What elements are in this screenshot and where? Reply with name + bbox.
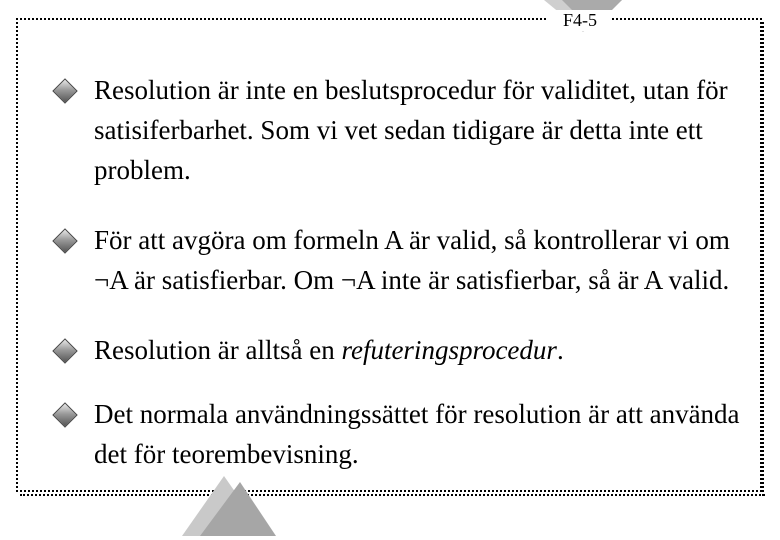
bullet-text: Resolution är inte en beslutsprocedur för validitet, utan för satisiferbarhet. Som vi vet sedan tidigare är detta inte ett problem. xyxy=(94,75,728,185)
bullet-text-end: . xyxy=(556,335,564,365)
bullet-item xyxy=(56,330,746,370)
diamond-bullet-icon xyxy=(52,402,77,427)
diamond-bullet-icon xyxy=(52,228,77,253)
bullet-item xyxy=(56,220,746,300)
bullet-text: För att avgöra om formeln A är valid, så kontrollerar vi om ¬A är satisfierbar. Om ¬A inte är satisfierbar, så är A valid. xyxy=(94,225,730,295)
bullet-text: Det normala användningssättet för resolution är att använda det för teorembevisning. xyxy=(94,399,740,469)
bullet-text-italic: refuteringsprocedur xyxy=(341,335,557,365)
frame-shadow-right xyxy=(762,22,765,496)
bullet-list xyxy=(56,70,746,504)
bullet-text: Resolution är alltså en xyxy=(94,335,342,365)
bullet-item xyxy=(56,70,746,190)
diamond-bullet-icon xyxy=(52,78,77,103)
bullet-item xyxy=(56,394,746,474)
diamond-bullet-icon xyxy=(52,338,77,363)
slide-number: F4-5 xyxy=(548,10,612,31)
